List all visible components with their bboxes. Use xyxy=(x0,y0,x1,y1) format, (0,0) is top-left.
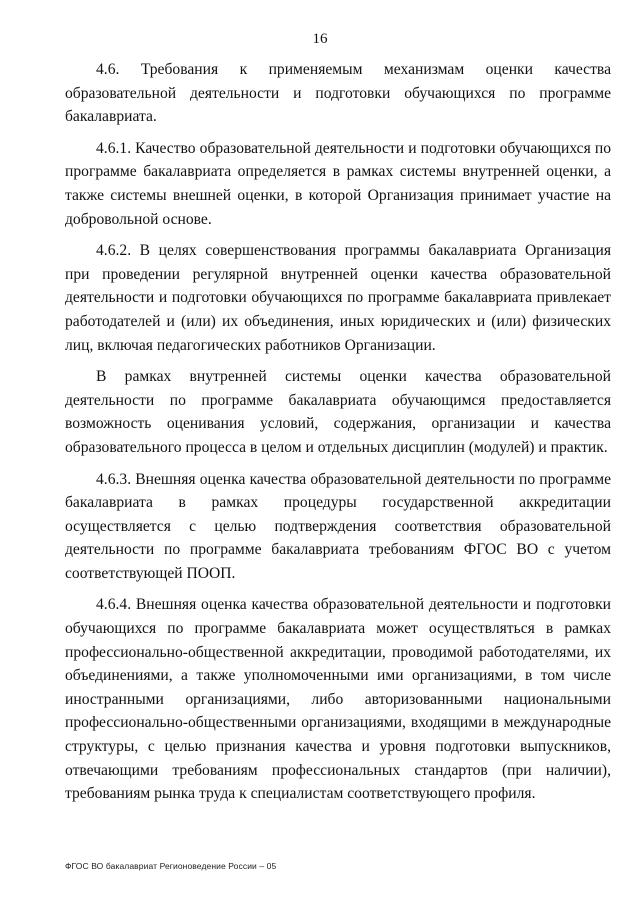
paragraph-4-6-2: 4.6.2. В целях совершенствования программы бакалавриата Организация при проведении регулярной внутренней оценки качества образовательной деятельности и подготовки обучающихся по программе бакалавриата привлекает работодателей и (или) их объединения, иных юридических и (или) физических лиц, включая педагогических работников Организации. xyxy=(65,242,611,354)
page-footer: ФГОС ВО бакалавриат Регионоведение России – 05 xyxy=(65,861,277,871)
document-body xyxy=(65,58,611,814)
paragraph-4-6-3: 4.6.3. Внешняя оценка качества образовательной деятельности по программе бакалавриата в рамках процедуры государственной аккредитации осуществляется с целью подтверждения соответствия образовательной деятельности по программе бакалавриата требованиям ФГОС ВО с учетом соответствующей ПООП. xyxy=(65,470,611,582)
paragraph-4-6-1: 4.6.1. Качество образовательной деятельности и подготовки обучающихся по программе бакалавриата определяется в рамках системы внутренней оценки, а также системы внешней оценки, в которой Организация принимает участие на добровольной основе. xyxy=(65,139,611,228)
paragraph-4-6-4: 4.6.4. Внешняя оценка качества образовательной деятельности и подготовки обучающихся по программе бакалавриата может осуществляться в рамках профессионально-общественной аккредитации, проводимой работодателями, их объединениями, а также уполномоченными ими организациями, в том числе иностранными организациями, либо авторизованными национальными профессионально-общественными организациями, входящими в международные структуры, с целью признания качества и уровня подготовки выпускников, отвечающими требованиям профессиональных стандартов (при наличии), требованиям рынка труда к специалистам соответствующего профиля. xyxy=(65,596,611,803)
page-number: 16 xyxy=(312,31,328,47)
paragraph-internal-assessment: В рамках внутренней системы оценки качества образовательной деятельности по программе бакалавриата обучающимся предоставляется возможность оценивания условий, содержания, организации и качества образовательного процесса в целом и отдельных дисциплин (модулей) и практик. xyxy=(65,368,611,456)
paragraph-4-6: 4.6. Требования к применяемым механизмам оценки качества образовательной деятельности и подготовки обучающихся по программе бакалавриата. xyxy=(65,61,611,126)
